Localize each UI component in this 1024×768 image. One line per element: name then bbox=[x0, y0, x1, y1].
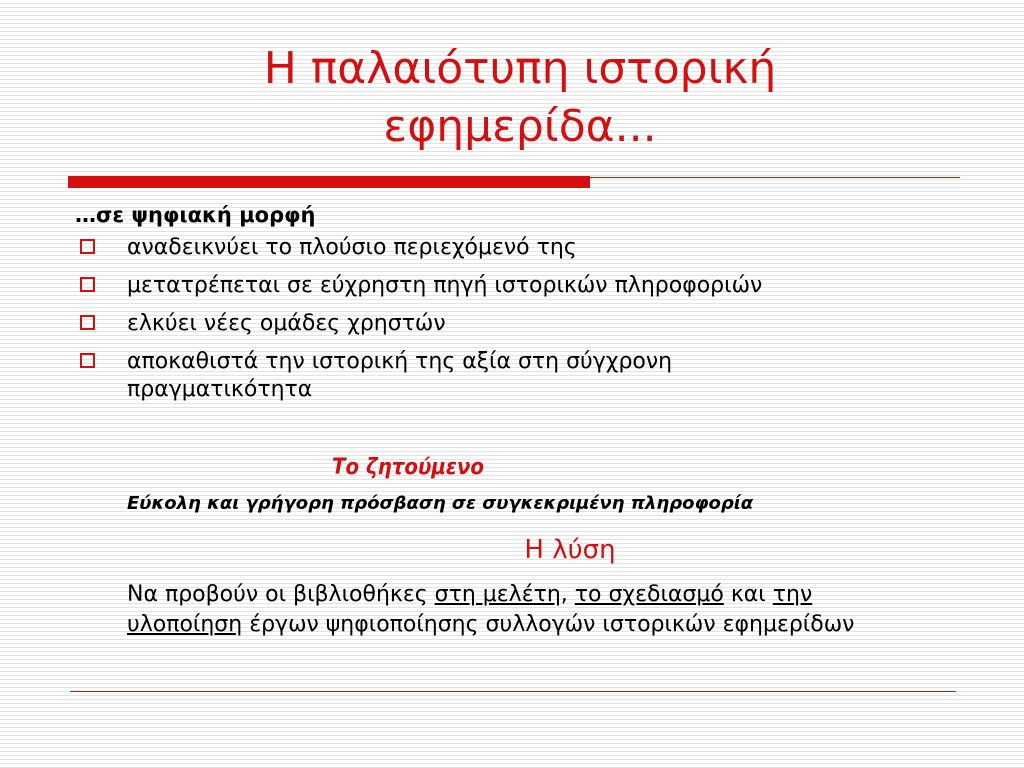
solution-heading: Η λύση bbox=[524, 535, 616, 565]
hollow-square-bullet-icon bbox=[80, 353, 95, 368]
list-item bbox=[72, 272, 857, 300]
solution-link-design[interactable]: το σχεδιασμό bbox=[574, 582, 724, 607]
solution-link-implementation[interactable]: την υλοποίηση bbox=[127, 582, 813, 637]
list-item-text: ελκύει νέες ομάδες χρηστών bbox=[127, 311, 446, 336]
bullet-list bbox=[72, 234, 972, 404]
hollow-square-bullet-icon bbox=[80, 315, 95, 330]
solution-link-study[interactable]: στη μελέτη bbox=[434, 582, 561, 607]
solution-text-part-4: έργων ψηφιοποίησης συλλογών ιστορικών εφημερίδων bbox=[242, 612, 855, 637]
list-item bbox=[72, 234, 857, 262]
bottom-divider bbox=[70, 691, 956, 692]
slide-title-line-1: Η παλαιότυπη ιστορική bbox=[263, 43, 777, 94]
solution-text-part-1: Να προβούν οι βιβλιοθήκες bbox=[127, 582, 435, 607]
list-item bbox=[72, 348, 857, 404]
hollow-square-bullet-icon bbox=[80, 239, 95, 254]
list-item-text: αποκαθιστά την ιστορική της αξία στη σύγχρονη πραγματικότητα bbox=[127, 349, 673, 402]
intro-text: …σε ψηφιακή μορφή bbox=[75, 203, 316, 227]
solution-text bbox=[127, 580, 897, 640]
title-underline-thin bbox=[590, 177, 960, 178]
list-item-text: αναδεικνύει το πλούσιο περιεχόμενό της bbox=[127, 235, 577, 260]
list-item-text: μετατρέπεται σε εύχρηστη πηγή ιστορικών πληροφοριών bbox=[127, 273, 763, 298]
goal-text: Εύκολη και γρήγορη πρόσβαση σε συγκεκριμένη πληροφορία bbox=[127, 493, 754, 514]
solution-text-part-2: , bbox=[560, 582, 575, 607]
solution-text-part-3: και bbox=[723, 582, 773, 607]
title-underline-thick bbox=[68, 176, 590, 188]
slide-content bbox=[72, 200, 972, 637]
slide-title bbox=[150, 40, 890, 156]
slide-title-line-2: εφημερίδα... bbox=[383, 101, 657, 152]
list-item bbox=[72, 310, 857, 338]
goal-heading: Το ζητούμενο bbox=[331, 455, 485, 480]
hollow-square-bullet-icon bbox=[80, 277, 95, 292]
